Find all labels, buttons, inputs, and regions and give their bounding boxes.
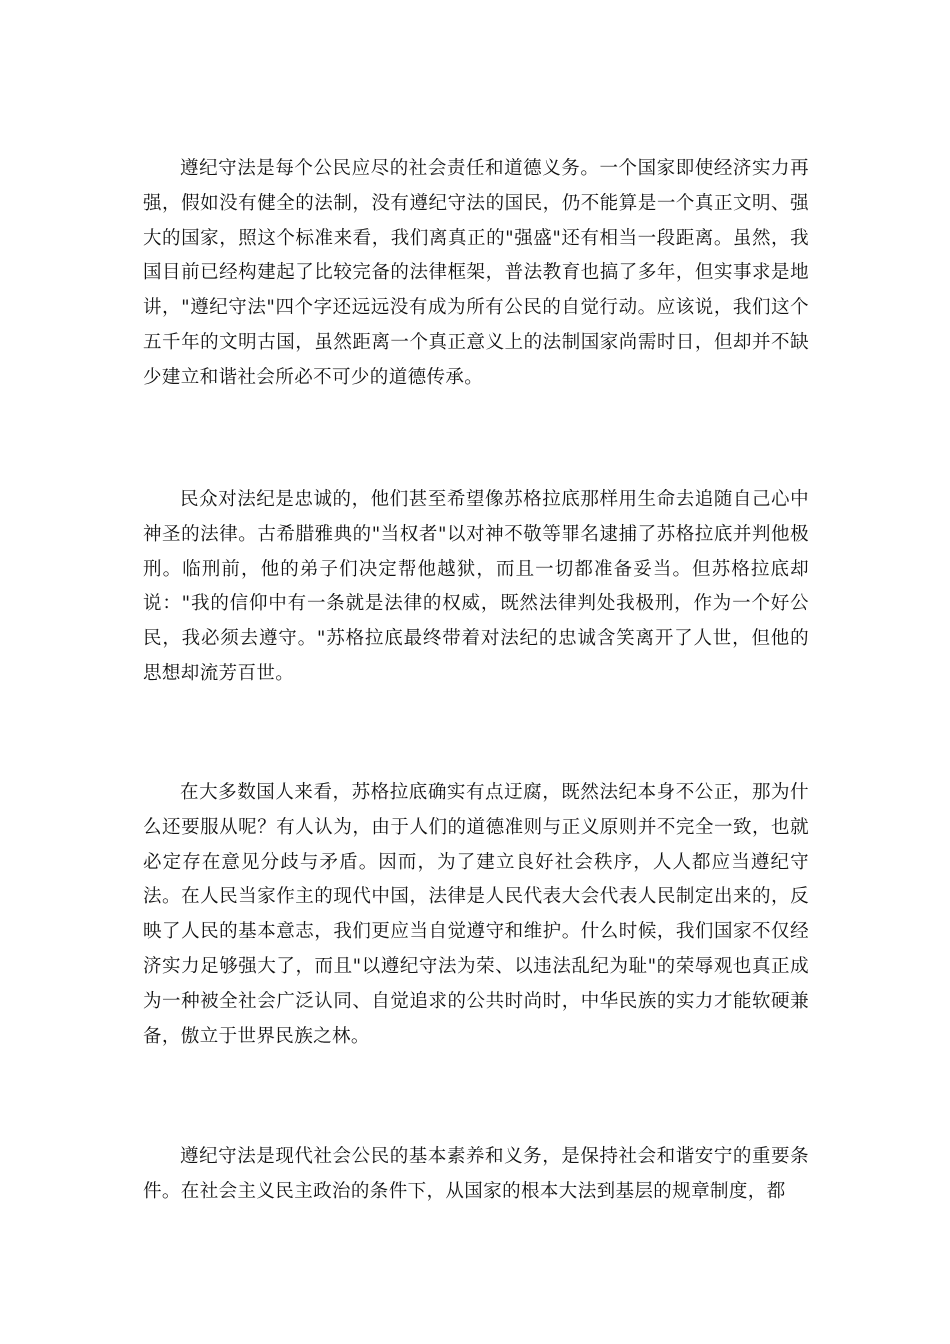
paragraph-3: 在大多数国人来看，苏格拉底确实有点迂腐，既然法纪本身不公正，那为什么还要服从呢？有人认为，由于人们的道德准则与正义原则并不完全一致，也就必定存在意见分歧与矛盾。因而，为了建立良好社会秩序，人人都应当遵纪守法。在人民当家作主的现代中国，法律是人民代表大会代表人民制定出来的，反映了人民的基本意志，我们更应当自觉遵守和维护。什么时候，我们国家不仅经济实力足够强大了，而且"以遵纪守法为荣、以违法乱纪为耻"的荣辱观也真正成为一种被全社会广泛认同、自觉追求的公共时尚时，中华民族的实力才能软硬兼备，傲立于世界民族之林。 xyxy=(143,782,809,1047)
paragraph-2: 民众对法纪是忠诚的，他们甚至希望像苏格拉底那样用生命去追随自己心中神圣的法律。古希腊雅典的"当权者"以对神不敬等罪名逮捕了苏格拉底并判他极刑。临刑前，他的弟子们决定帮他越狱，而且一切都准备妥当。但苏格拉底却说："我的信仰中有一条就是法律的权威，既然法律判处我极刑，作为一个好公民，我必须去遵守。"苏格拉底最终带着对法纪的忠诚含笑离开了人世，但他的思想却流芳百世。 xyxy=(143,489,809,684)
paragraph-1: 遵纪守法是每个公民应尽的社会责任和道德义务。一个国家即使经济实力再强，假如没有健全的法制，没有遵纪守法的国民，仍不能算是一个真正文明、强大的国家，照这个标准来看，我们离真正的"强盛"还有相当一段距离。虽然，我国目前已经构建起了比较完备的法律框架，普法教育也搞了多年，但实事求是地讲，"遵纪守法"四个字还远远没有成为所有公民的自觉行动。应该说，我们这个五千年的文明古国，虽然距离一个真正意义上的法制国家尚需时日，但却并不缺少建立和谐社会所必不可少的道德传承。 xyxy=(143,158,809,388)
paragraph-4: 遵纪守法是现代社会公民的基本素养和义务，是保持社会和谐安宁的重要条件。在社会主义民主政治的条件下，从国家的根本大法到基层的规章制度，都 xyxy=(143,1146,809,1202)
